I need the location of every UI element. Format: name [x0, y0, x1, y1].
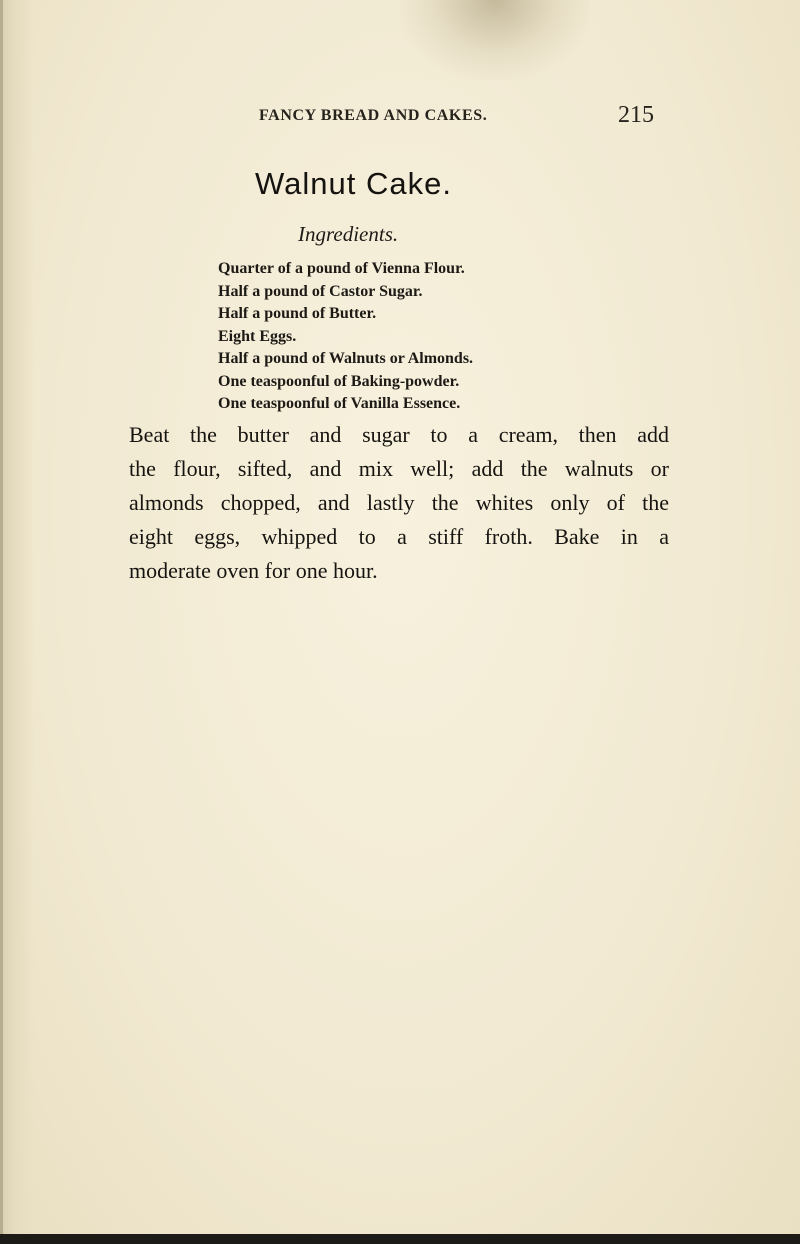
method-line: the flour, sifted, and mix well; add the walnuts or — [129, 456, 669, 481]
recipe-title: Walnut Cake. — [255, 166, 452, 201]
method-line: Beat the butter and sugar to a cream, then add — [129, 422, 669, 447]
ingredient-item: One teaspoonful of Vanilla Essence. — [218, 395, 461, 412]
ingredient-item: Half a pound of Walnuts or Almonds. — [218, 350, 474, 367]
ingredients-heading: Ingredients. — [298, 222, 399, 246]
running-header: FANCY BREAD AND CAKES. — [259, 107, 488, 124]
method-line: moderate oven for one hour. — [129, 558, 378, 583]
ingredient-item: Eight Eggs. — [218, 327, 297, 345]
page-gutter-shadow — [0, 0, 34, 1244]
ingredient-item: One teaspoonful of Baking-powder. — [218, 372, 460, 390]
paper-stain — [400, 0, 590, 80]
ingredient-item: Half a pound of Castor Sugar. — [218, 282, 423, 300]
page-number: 215 — [618, 102, 654, 128]
ingredient-item: Quarter of a pound of Vienna Flour. — [218, 260, 465, 277]
method-paragraph — [129, 418, 669, 588]
method-line: eight eggs, whipped to a stiff froth. Bake in a — [129, 524, 669, 549]
page-edge-line — [0, 0, 3, 1244]
ingredient-item: Half a pound of Butter. — [218, 305, 377, 322]
method-line: almonds chopped, and lastly the whites only of the — [129, 490, 669, 515]
ingredients-list — [218, 258, 473, 416]
bottom-edge-band — [0, 1234, 800, 1244]
